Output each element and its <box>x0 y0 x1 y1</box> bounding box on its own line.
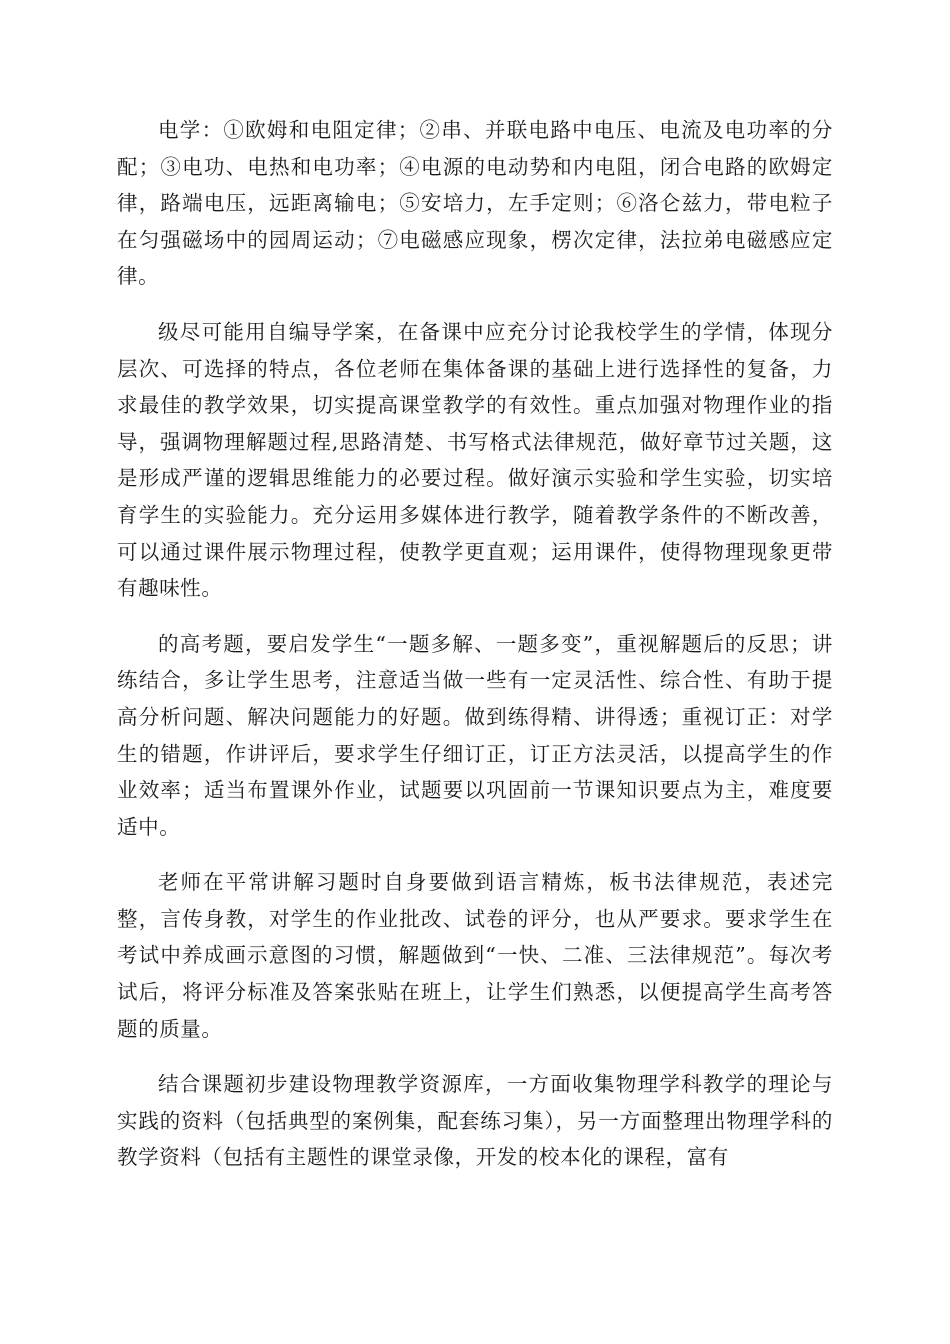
paragraph-lesson-preparation: 级尽可能用自编导学案，在备课中应充分讨论我校学生的学情，体现分层次、可选择的特点，各位老师在集体备课的基础上进行选择性的复备，力求最佳的教学效果，切实提高课堂教学的有效性。重点加强对物理作业的指导，强调物理解题过程,思路清楚、书写格式法律规范，做好章节过关题，这是形成严谨的逻辑思维能力的必要过程。做好演示实验和学生实验，切实培育学生的实验能力。充分运用多媒体进行教学，随着教学条件的不断改善，可以通过课件展示物理过程，使教学更直观；运用课件，使得物理现象更带有趣味性。 <box>117 319 833 601</box>
paragraph-standards: 老师在平常讲解习题时自身要做到语言精炼，板书法律规范，表述完整，言传身教，对学生的作业批改、试卷的评分，也从严要求。要求学生在考试中养成画示意图的习惯，解题做到“一快、二准、三法律规范”。每次考试后，将评分标准及答案张贴在班上，让学生们熟悉，以便提高学生高考答题的质量。 <box>117 870 833 1041</box>
paragraph-electricity-topics: 电学：①欧姆和电阻定律；②串、并联电路中电压、电流及电功率的分配；③电功、电热和电功率；④电源的电动势和内电阻，闭合电路的欧姆定律，路端电压，远距离输电；⑤安培力，左手定则；⑥洛仑兹力，带电粒子在匀强磁场中的园周运动；⑦电磁感应现象，楞次定律，法拉弟电磁感应定律。 <box>117 118 833 289</box>
document-body <box>117 112 833 1195</box>
paragraph-exam-practice: 的高考题，要启发学生“一题多解、一题多变”，重视解题后的反思；讲练结合，多让学生思考，注意适当做一些有一定灵活性、综合性、有助于提高分析问题、解决问题能力的好题。做到练得精、讲得透；重视订正：对学生的错题，作讲评后，要求学生仔细订正，订正方法灵活，以提高学生的作业效率；适当布置课外作业，试题要以巩固前一节课知识要点为主，难度要适中。 <box>117 631 833 839</box>
paragraph-resource-library: 结合课题初步建设物理教学资源库，一方面收集物理学科教学的理论与实践的资料（包括典型的案例集，配套练习集），另一方面整理出物理学科的教学资料（包括有主题性的课堂录像，开发的校本化的课程，富有 <box>117 1072 833 1170</box>
